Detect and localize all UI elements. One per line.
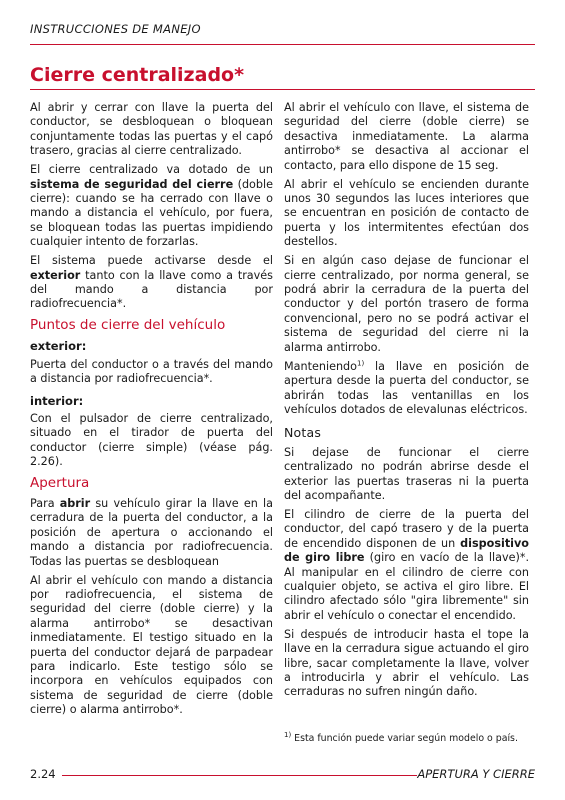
footnote-reference: 1) xyxy=(357,358,365,367)
right-column xyxy=(284,101,529,704)
footer-section-title: APERTURA Y CIERRE xyxy=(417,767,535,781)
paragraph: Con el pulsador de cierre centralizado, situado en el tirador de puerta del conductor (cierre simple) (véase pág. 2.26). xyxy=(30,411,273,469)
note-paragraph: Si dejase de funcionar el cierre centralizado no podrán abrirse desde el exterior las puertas traseras ni la puerta del acompañante. xyxy=(284,445,529,502)
footer-divider xyxy=(62,775,417,776)
running-header: INSTRUCCIONES DE MANEJO xyxy=(30,22,201,36)
subheading-exterior: exterior: xyxy=(30,339,87,354)
paragraph: Si en algún caso dejase de funcionar el cierre centralizado, por norma general, se podrá abrir la cerradura de la puerta del conductor y del portón trasero de forma convencional, pero no se podrá activar el sistema de seguridad del cierre ni la alarma antirrobo. xyxy=(284,254,529,354)
note-paragraph: El cilindro de cierre de la puerta del conductor, del capó trasero y de la puerta de encendido disponen de un dispositivo de giro libre (giro en vacío de la llave)*. Al manipular en el cilindro de cierre con cualquier objeto, se activa el giro libre. El cilindro afectado sólo "gira libremente" sin abrir el vehículo o conectar el encendido. xyxy=(284,507,529,622)
paragraph: Manteniendo$^{1)}$ la llave en posición de apertura desde la puerta del conductor, se abrirán todas las ventanillas en los vehículos dotados de elevalunas eléctricos. xyxy=(284,358,529,416)
paragraph: Puerta del conductor o a través del mando a distancia por radiofrecuencia*. xyxy=(30,357,273,386)
footnote: $^{1)}$ Esta función puede variar según modelo o país. xyxy=(284,730,518,744)
title-divider xyxy=(30,89,535,90)
page-number: 2.24 xyxy=(30,767,56,781)
footnote-mark: 1) xyxy=(284,730,292,739)
bold-term: sistema de seguridad del cierre xyxy=(30,177,234,191)
bold-term: abrir xyxy=(59,496,91,510)
subheading-interior: interior: xyxy=(30,393,84,408)
paragraph: Al abrir el vehículo con mando a distancia por radiofrecuencia, el sistema de seguridad del cierre (doble cierre) y la alarma antirrobo* se desactivan inmediatamente. El testigo situado en la puerta del conductor dejará de parpadear para indicarlo. Este testigo sólo se incorpora en vehículos equipados con sistema de seguridad de cierre (doble cierre) o alarma antirrobo*. xyxy=(30,573,273,717)
section-heading-apertura: Apertura xyxy=(30,474,90,491)
paragraph: Al abrir el vehículo se encienden durante unos 30 segundos las luces interiores que se encuentran en posición de contacto de puerta y los intermitentes efectúan dos destellos. xyxy=(284,177,529,249)
paragraph: Para abrir su vehículo girar la llave en la cerradura de la puerta del conductor, a la posición de apertura o accionando el mando a distancia por radiofrecuencia. Todas las puertas se desbloquean xyxy=(30,496,273,568)
left-column xyxy=(30,101,273,722)
paragraph: El sistema puede activarse desde el exterior tanto con la llave como a través del mando a distancia por radiofrecuencia*. xyxy=(30,254,273,311)
paragraph: El cierre centralizado va dotado de un sistema de seguridad del cierre (doble cierre): cuando se ha cerrado con llave o mando a distancia el vehículo, por fuera, se bloquean todas las puertas impidiendo cualquier intento de forzarlas. xyxy=(30,163,273,249)
header-divider xyxy=(30,44,535,45)
notes-heading: Notas xyxy=(284,425,322,441)
page-title: Cierre centralizado* xyxy=(30,64,245,86)
bold-term: exterior xyxy=(30,268,81,282)
note-paragraph: Si después de introducir hasta el tope la llave en la cerradura sigue actuando el giro libre, sacar completamente la llave, volver a introducirla y abrir el vehículo. Las cerraduras no sufren ningún daño. xyxy=(284,627,529,699)
paragraph: Al abrir y cerrar con llave la puerta del conductor, se desbloquean o bloquean conjuntamente todas las puertas y el capó trasero, gracias al cierre centralizado. xyxy=(30,101,273,158)
paragraph: Al abrir el vehículo con llave, el sistema de seguridad del cierre (doble cierre) se desactiva inmediatamente. La alarma antirrobo* se desactiva al accionar el contacto, para ello dispone de 15 seg. xyxy=(284,101,529,172)
section-heading-puntos: Puntos de cierre del vehículo xyxy=(30,316,226,333)
bold-term: dispositivo de giro libre xyxy=(284,536,529,565)
